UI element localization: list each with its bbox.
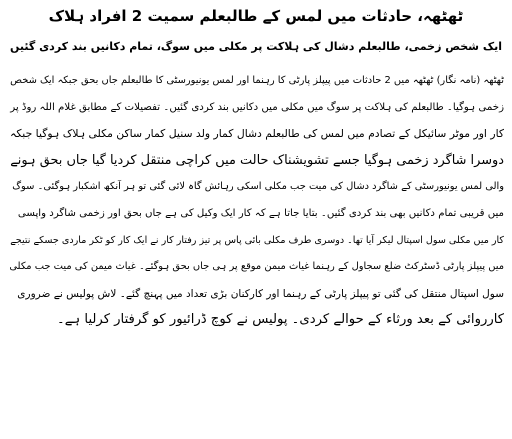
subheadline: ایک شخص زخمی، طالبعلم دشال کی ہلاکت پر مکلی میں سوگ، تمام دکانیں بند کردی گئیں [9,40,502,53]
body-line: میں قریبی تمام دکانیں بھی بند کردی گئیں۔ بتایا جاتا ہے کہ کار ایک وکیل کی ہے جاں بحق اور زخمی شاگرد واپسی [17,207,504,219]
body-line: کار اور موٹر سائیکل کے تصادم میں لمس کی طالبعلم دشال کمار ولد سنیل کمار ساکن مکلی ہلاک ہوگیا جبکہ [10,127,504,141]
body-line: دوسرا شاگرد زخمی ہوگیا جسے تشویشناک حالت میں کراچی منتقل کردیا گیا جاں بحق ہونے [10,152,504,168]
headline: ٹھٹھہ، حادثات میں لمس کے طالبعلم سمیت 2 افراد ہلاک [48,7,464,25]
body-line: ٹھٹھہ (نامہ نگار) ٹھٹھہ میں 2 حادثات میں پیپلز پارٹی کا رہنما اور لمس یونیورسٹی کا طالبعلم جاں بحق جبکہ ایک شخص [10,75,504,86]
body-line: میں پیپلز پارٹی ڈسٹرکٹ ضلع سجاول کے رہنما غیاث میمن موقع پر ہی جاں بحق ہوگئے۔ غیاث میمن کی میت جب مکلی [9,261,504,273]
body-line: کار میں مکلی سول اسپتال لیکر آیا تھا۔ دوسری طرف مکلی بائی پاس پر تیز رفتار کار نے ایک کار کو ٹکر ماردی جسکے نتیجے [10,234,504,246]
body-line: سول اسپتال منتقل کی گئی تو پیپلز پارٹی کے رہنما اور کارکنان بڑی تعداد میں پہنچ گئے۔ لاش پولیس نے ضروری [17,287,504,300]
body-line: کارروائی کے بعد ورثاء کے حوالے کردی۔ پولیس نے کوچ ڈرائیور کو گرفتار کرلیا ہے۔ [57,312,504,328]
article-body [8,68,504,334]
body-line: والی لمس یونیورسٹی کے شاگرد دشال کی میت جب مکلی اسکی رہائش گاہ لائی گئی تو ہر آنکھ اشکبار ہوگئی۔ سوگ [12,181,504,193]
body-line: زخمی ہوگیا۔ طالبعلم کی ہلاکت پر سوگ میں مکلی میں دکانیں بند کردی گئیں۔ تفصیلات کے مطابق غلام اللہ روڈ پر [10,101,504,113]
